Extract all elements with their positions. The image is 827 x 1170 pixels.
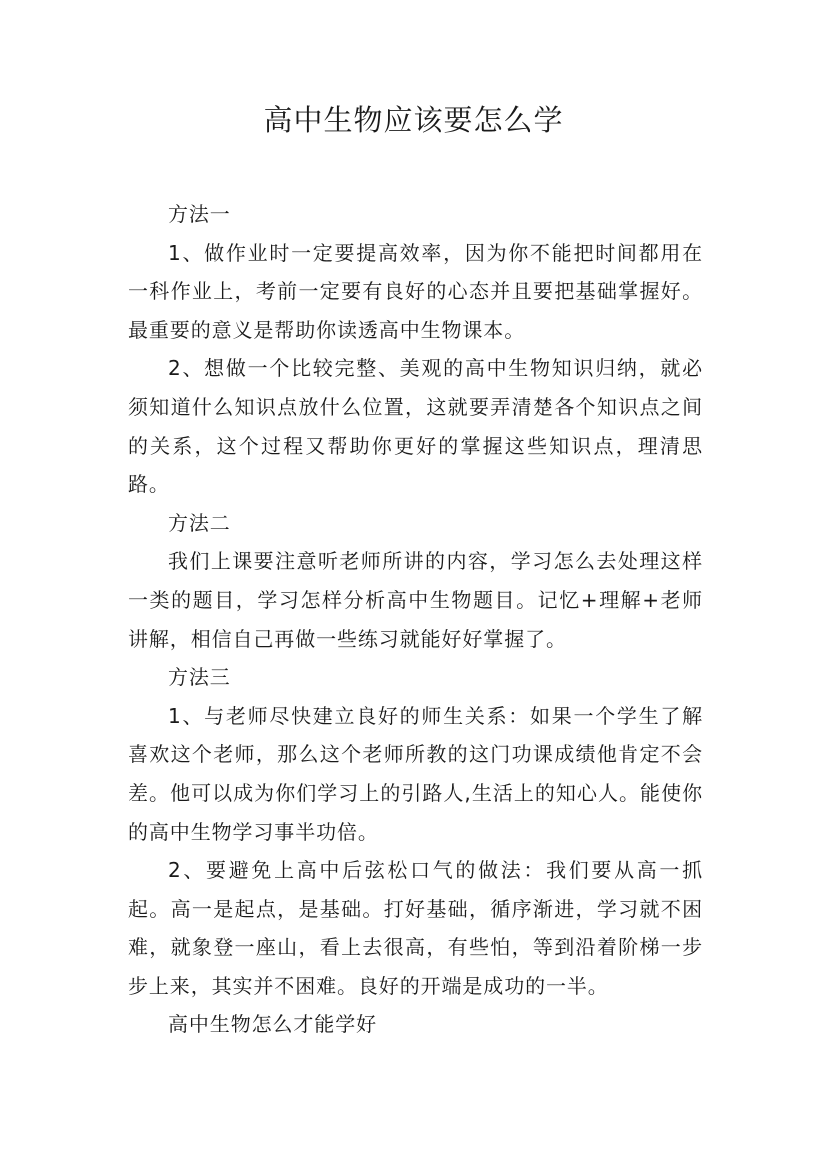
document-body [128,195,703,1044]
paragraph-method-3-point-2: 2、要避免上高中后弦松口气的做法：我们要从高一抓起。高一是起点，是基础。打好基础，循序渐进，学习就不困难，就象登一座山，看上去很高，有些怕，等到沿着阶梯一步步上来，其实并不困难。良好的开端是成功的一半。 [128,858,703,998]
paragraph-method-3-point-1: 1、与老师尽快建立良好的师生关系：如果一个学生了解喜欢这个老师，那么这个老师所教的这门功课成绩他肯定不会差。他可以成为你们学习上的引路人,生活上的知心人。能使你的高中生物学习事半功倍。 [128,703,703,844]
heading-how-to-learn: 高中生物怎么才能学好 [168,1012,377,1037]
paragraph-method-1-point-1: 1、做作业时一定要提高效率，因为你不能把时间都用在一科作业上，考前一定要有良好的心态并且要把基础掌握好。最重要的意义是帮助你读透高中生物课本。 [128,240,703,342]
heading-method-2: 方法二 [168,510,231,535]
paragraph-method-1-point-2: 2、想做一个比较完整、美观的高中生物知识归纳，就必须知道什么知识点放什么位置，这就要弄清楚各个知识点之间的关系，这个过程又帮助你更好的掌握这些知识点，理清思路。 [128,356,703,497]
paragraph-method-2: 我们上课要注意听老师所讲的内容，学习怎么去处理这样一类的题目，学习怎样分析高中生物题目。记忆+理解+老师讲解，相信自己再做一些练习就能好好掌握了。 [128,549,703,651]
heading-method-3: 方法三 [168,665,231,690]
heading-method-1: 方法一 [168,202,231,226]
page-title: 高中生物应该要怎么学 [263,103,564,137]
